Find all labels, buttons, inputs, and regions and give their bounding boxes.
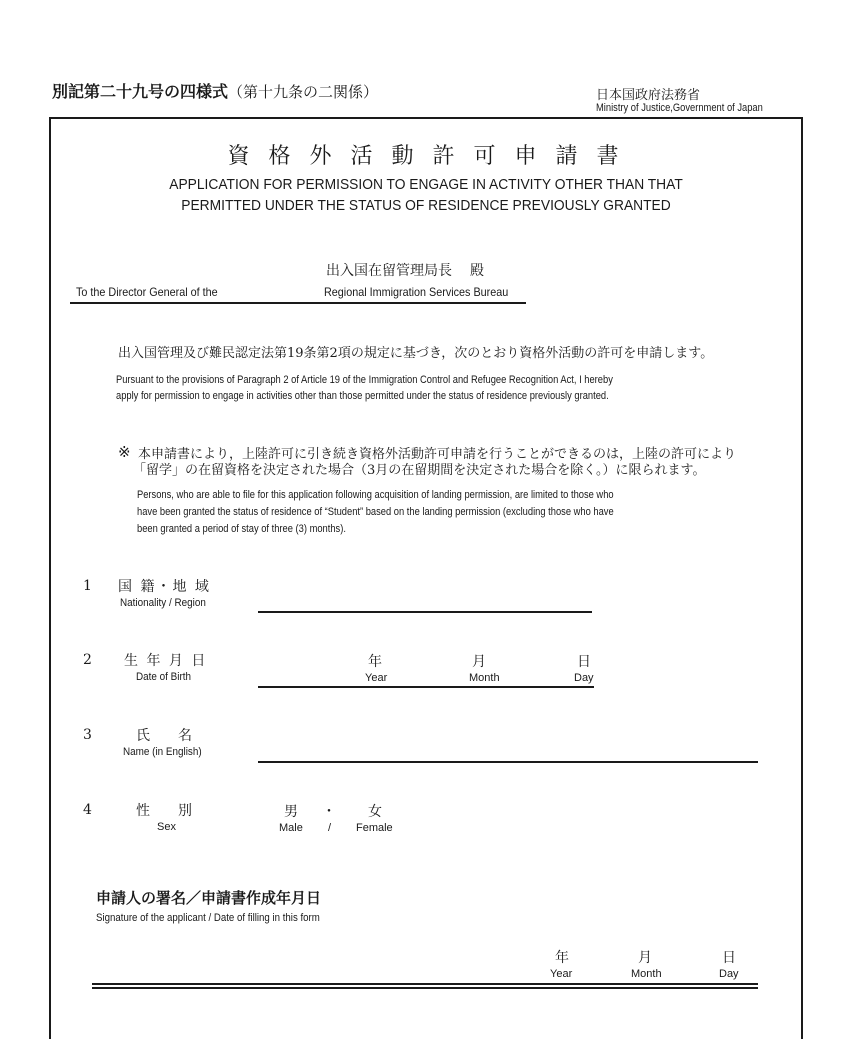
dob-year-ja: 年 (368, 654, 382, 670)
signature-title-en: Signature of the applicant / Date of filling in this form (96, 912, 320, 924)
ministry-ja: 日本国政府法務省 (596, 88, 701, 103)
dob-month-en: Month (469, 672, 500, 684)
note-mark: ※ (118, 443, 131, 461)
note-en-line3: been granted a period of stay of three (3) months). (137, 523, 346, 535)
statement-ja: 出入国管理及び難民認定法第19条第2項の規定に基づき，次のとおり資格外活動の許可を申請します。 (118, 346, 714, 361)
sex-male-ja[interactable]: 男 (284, 804, 298, 820)
bureau-ja (326, 260, 484, 280)
nationality-label-en: Nationality / Region (120, 597, 206, 609)
bureau-name-ja: 出入国在留管理局長 (326, 263, 452, 279)
sex-female-ja[interactable]: 女 (368, 804, 382, 820)
form-id-note: （第十九条の二関係） (228, 83, 379, 101)
dob-day-ja: 日 (577, 654, 591, 670)
name-label-en: Name (in English) (123, 746, 202, 758)
signature-month-ja: 月 (638, 950, 652, 966)
signature-year-ja: 年 (555, 950, 569, 966)
statement-en-line1: Pursuant to the provisions of Paragraph 2 of Article 19 of the Immigration Control and Refugee Recognition Act, I hereby (116, 374, 613, 386)
dob-month-ja: 月 (472, 654, 486, 670)
signature-day-ja: 日 (722, 950, 736, 966)
sex-label-en: Sex (157, 821, 176, 833)
dob-label-en: Date of Birth (136, 671, 192, 683)
signature-day-en: Day (719, 968, 739, 980)
addressee-underline (70, 302, 526, 304)
field-number-4: 4 (83, 802, 92, 818)
nationality-label-ja: 国 籍・地 域 (118, 579, 211, 595)
dob-year-en: Year (365, 672, 388, 684)
field-number-2: 2 (83, 652, 92, 668)
dob-input-line[interactable] (258, 686, 594, 688)
signature-month-en: Month (631, 968, 662, 980)
sex-male-en[interactable]: Male (279, 822, 303, 834)
dob-day-en: Day (574, 672, 594, 684)
title-en-line1: APPLICATION FOR PERMISSION TO ENGAGE IN ACTIVITY OTHER THAN THAT (169, 176, 683, 193)
note-en-line2: have been granted the status of residence of “Student” based on the landing permission (excluding those who have (137, 506, 614, 518)
signature-input-line[interactable] (92, 983, 758, 985)
bureau-en: Regional Immigration Services Bureau (324, 285, 509, 299)
form-number (52, 79, 378, 102)
note-ja-line2: 「留学」の在留資格を決定された場合（3月の在留期間を決定された場合を除く。）に限られます。 (133, 463, 706, 478)
sex-slash: / (328, 822, 332, 834)
ministry-en: Ministry of Justice,Government of Japan (596, 102, 763, 114)
name-input-line[interactable] (258, 761, 758, 763)
title-ja: 資 格 外 活 動 許 可 申 請 書 (227, 144, 625, 169)
name-label-ja: 氏 名 (136, 728, 192, 744)
sex-dot: ・ (322, 804, 336, 820)
note-en-line1: Persons, who are able to file for this application following acquisition of landing permission, are limited to those who (137, 489, 614, 501)
signature-year-en: Year (550, 968, 573, 980)
signature-title-ja: 申請人の署名／申請書作成年月日 (96, 889, 322, 907)
signature-double-line (92, 987, 758, 989)
sex-female-en[interactable]: Female (356, 822, 393, 834)
form-id: 別記第二十九号の四様式 (52, 82, 229, 101)
field-number-1: 1 (83, 578, 92, 594)
nationality-input-line[interactable] (258, 611, 592, 613)
note-ja-line1: 本申請書により，上陸許可に引き続き資格外活動許可申請を行うことができるのは，上陸の許可により (138, 447, 737, 462)
statement-en-line2: apply for permission to engage in activities other than those permitted under the status of residence previously granted. (116, 390, 609, 402)
sex-label-ja: 性 別 (136, 803, 192, 819)
title-en-line2: PERMITTED UNDER THE STATUS OF RESIDENCE PREVIOUSLY GRANTED (181, 197, 671, 214)
dob-label-ja: 生 年 月 日 (124, 653, 208, 669)
field-number-3: 3 (83, 727, 92, 743)
honorific-ja: 殿 (470, 263, 484, 279)
addressee-to-en: To the Director General of the (76, 285, 218, 299)
